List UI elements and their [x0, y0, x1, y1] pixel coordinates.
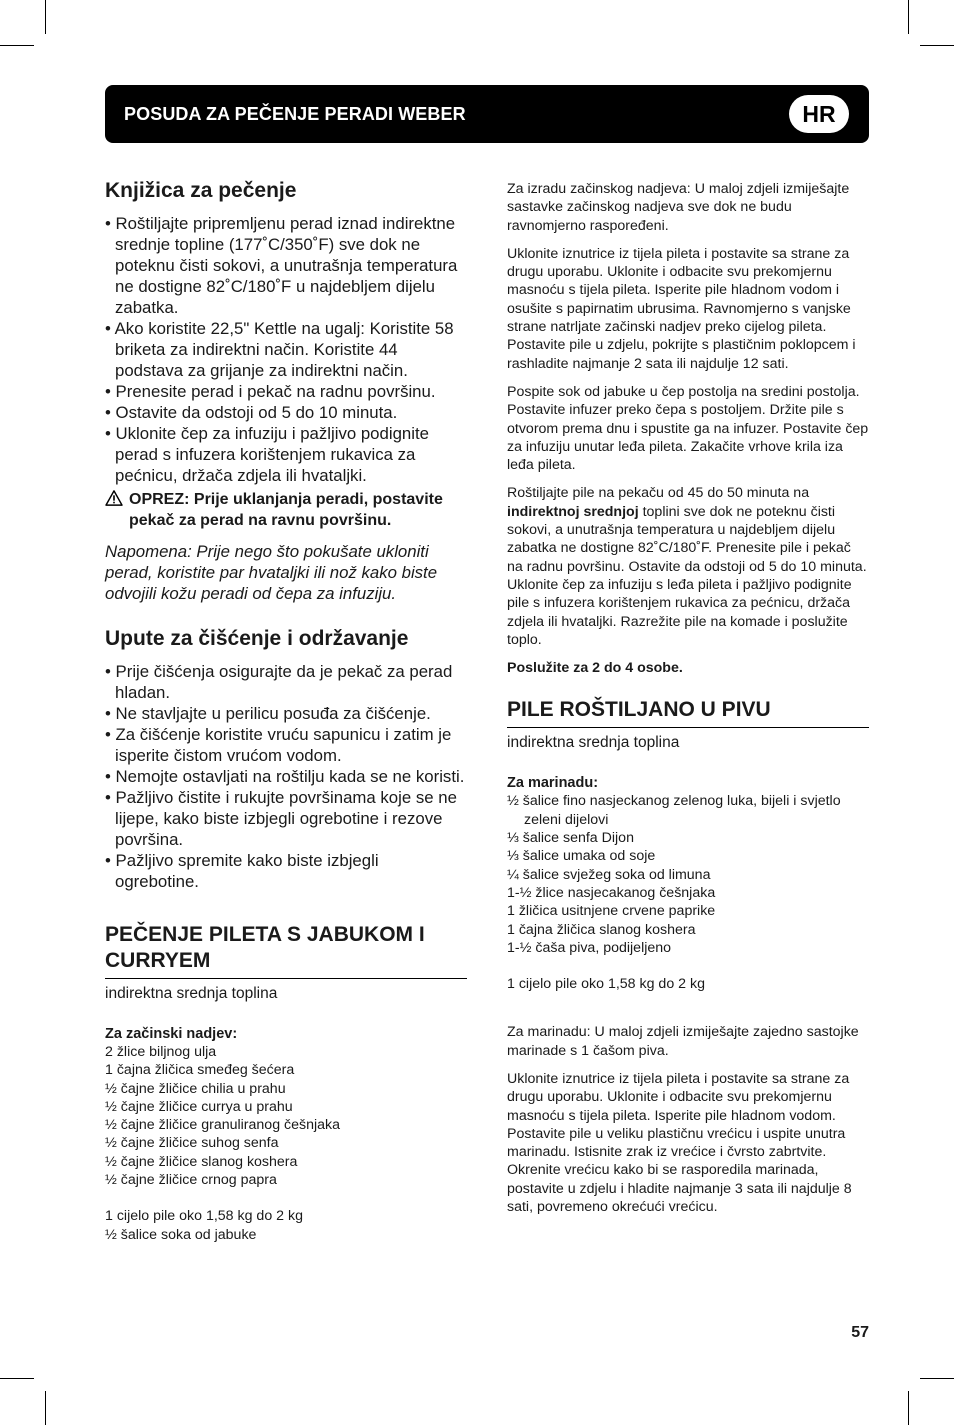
bullet-item: • Pažljivo čistite i rukujte površinama koje se ne lijepe, kako biste izbjegli ogrebotine i rezove površina.: [105, 788, 457, 849]
bullet-item: • Pažljivo spremite kako biste izbjegli ogrebotine.: [105, 851, 379, 891]
ingredient-item: ½ čajne žličice granuliranog češnjaka: [105, 1117, 341, 1134]
bullet-item: • Nemojte ostavljati na roštilju kada se ne koristi.: [105, 767, 465, 786]
recipe2-ingredients: [507, 792, 869, 1011]
step-bold-text: indirektnoj srednjoj: [507, 503, 639, 520]
recipe-step: [507, 484, 869, 649]
ingredient-item: ⅓ šalice senfa Dijon: [507, 830, 634, 847]
ingredient-item: 1 cijelo pile oko 1,58 kg do 2 kg: [105, 1208, 303, 1225]
step-text: toplini sve dok ne poteknu čisti sokovi, a unutrašnja temperatura u najdebljem dijelu zabatka ne dostigne 82˚C/180˚F. Prenesite pile i pekač na radnu površinu. Ostavite da odstoji od 5 do 10 minuta. Uklonite čep za infuziju s leđa pileta i pažljivo podignite pile s infuzera korištenjem rukavica za pećnicu, držača zdjela ili hvataljki. Razrežite pile na komade i poslužite toplo.: [507, 503, 867, 648]
cleaning-heading: Upute za čišćenje i održavanje: [105, 627, 409, 650]
bullet-item: • Za čišćenje koristite vruću sapunicu i zatim je isperite čistom vrućom vodom.: [105, 725, 452, 765]
crop-mark: [920, 45, 954, 46]
ingredient-item: ⅓ šalice umaka od soje: [507, 848, 656, 865]
recipe2-steps: [507, 1023, 869, 1216]
left-column: [105, 178, 467, 1244]
bullet-item: • Ako koristite 22,5" Kettle na ugalj: Koristite 58 briketa za indirektni način. Koristite 44 podstava za grijanje za indirektni način.: [105, 319, 454, 380]
bullet-item: • Uklonite čep za infuziju i pažljivo podignite perad s infuzera korištenjem rukavica za pećnicu, držača zdjela ili hvataljki.: [105, 424, 429, 485]
ingredient-item: 1 cijelo pile oko 1,58 kg do 2 kg: [507, 976, 705, 993]
crop-mark: [908, 0, 909, 34]
recipe-step: Pospite sok od jabuke u čep postolja na sredini postolja. Postavite infuzer preko čepa s postoljem. Držite pile s otvorom prema dnu i spustite ga na infuzer. Postavite čep za infuziju unutar leđa pileta. Zakačite vrhove krila iza leđa pileta.: [507, 383, 869, 474]
ingredient-item: ½ čajne žličice suhog senfa: [105, 1135, 279, 1152]
section-header-bar: [105, 85, 869, 143]
recipe1-ingredients-heading: Za začinski nadjev:: [105, 1026, 238, 1042]
recipe-step: Za izradu začinskog nadjeva: U maloj zdjeli izmiješajte sastavke začinskog nadjeva sve dok ne budu ravnomjerno raspoređeni.: [507, 181, 850, 234]
header-title: POSUDA ZA PEČENJE PERADI WEBER: [124, 104, 466, 124]
right-column: [507, 180, 869, 1226]
recipe-step: Za marinadu: U maloj zdjeli izmiješajte zajedno sastojke marinade s 1 čašom piva.: [507, 1024, 859, 1059]
ingredient-item: 2 žlice biljnog ulja: [105, 1044, 217, 1060]
recipe1-ingredients: [105, 1043, 467, 1244]
crop-mark: [920, 1378, 954, 1379]
crop-mark: [908, 1391, 909, 1425]
crop-mark: [0, 1378, 34, 1379]
ingredient-item: ½ čajne žličice chilia u prahu: [105, 1080, 286, 1097]
crop-mark: [0, 45, 34, 46]
booklet-bullets: [105, 213, 467, 486]
recipe2-heading: PILE ROŠTILJANO U PIVU: [507, 697, 869, 728]
bullet-item: • Roštiljajte pripremljenu perad iznad indirektne srednje topline (177˚C/350˚F) sve dok ne poteknu čisti sokovi, a unutrašnja temperatura ne dostigne 82˚C/180˚F u najdebljem dijelu zabatka.: [105, 214, 458, 317]
bullet-item: • Ostavite da odstoji od 5 do 10 minuta.: [105, 403, 398, 422]
page-number: 57: [851, 1324, 869, 1341]
step-text: Roštiljajte pile na pekaču od 45 do 50 minuta na: [507, 485, 810, 502]
bullet-item: • Prenesite perad i pekač na radnu površinu.: [105, 382, 436, 401]
serves-text: Poslužite za 2 do 4 osobe.: [507, 660, 683, 677]
ingredient-item: ½ čajne žličice currya u prahu: [105, 1098, 293, 1115]
ingredient-item: 1-½ žlice nasjecakanog češnjaka: [507, 884, 716, 901]
recipe1-subtitle: indirektna srednja toplina: [105, 985, 278, 1002]
recipe-step: Uklonite iznutrice iz tijela pileta i postavite sa strane za drugu uporabu. Uklonite i odbacite svu prekomjernu masnoću s tijela pileta. Isperite pile hladnom vodom i osušite s papirnatim ubrusima. Ravnomjerno s vanjske strane natrljate začinski nadjev preko cijelog pileta. Postavite pile u zdjelu, pokrijte s plastičnim poklopcem i rashladite najmanje 2 sata ili najdulje 12 sati.: [507, 245, 856, 372]
ingredient-item: ¼ šalice svježeg soka od limuna: [507, 866, 711, 883]
recipe1-heading: PEČENJE PILETA S JABUKOM I CURRYEM: [105, 922, 467, 979]
ingredient-item: ½ čajne žličice crnog papra: [105, 1172, 277, 1189]
bullet-item: • Ne stavljajte u perilicu posuđa za čišćenje.: [105, 704, 431, 723]
caution-text: OPREZ: Prije uklanjanja peradi, postavite pekač za perad na ravnu površinu.: [129, 491, 443, 529]
ingredient-item: ½ šalice soka od jabuke: [105, 1226, 257, 1243]
recipe1-steps: [507, 180, 869, 677]
note-text: Napomena: Prije nego što pokušate ukloniti perad, koristite par hvataljki ili nož kako biste odvojili kožu peradi od čepa za infuziju.: [105, 542, 438, 603]
crop-mark: [45, 1391, 46, 1425]
language-badge: HR: [789, 95, 849, 133]
caution-notice: [105, 489, 467, 531]
ingredient-item: 1-½ čaša piva, podijeljeno: [507, 939, 672, 956]
crop-mark: [45, 0, 46, 34]
bullet-item: • Prije čišćenja osigurajte da je pekač za perad hladan.: [105, 662, 453, 702]
recipe2-ingredients-heading: Za marinadu:: [507, 775, 599, 792]
ingredient-item: ½ čajne žličice slanog koshera: [105, 1153, 298, 1170]
recipe-step: Uklonite iznutrice iz tijela pileta i postavite sa strane za drugu uporabu. Uklonite i odbacite svu prekomjernu masnoću s tijela pileta. Isperite pile hladnom vodom. Postavite pile u veliku plastičnu vrećicu i uspite unutra marinadu. Istisnite zrak iz vrećice i čvrsto zabrtvite. Okrenite vrećicu kako bi se rasporedila marinada, postavite u zdjelu i hladite najmanje 3 sata ili najdulje 8 sati, povremeno okrećući vrećicu.: [507, 1070, 852, 1216]
ingredient-item: 1 čajna žličica smeđeg šećera: [105, 1062, 295, 1079]
ingredient-item: ½ šalice fino nasjeckanog zelenog luka, bijeli i svjetlo zeleni dijelovi: [507, 793, 841, 828]
cleaning-bullets: [105, 661, 467, 892]
ingredient-item: 1 čajna žličica slanog koshera: [507, 921, 696, 938]
recipe2-subtitle: indirektna srednja toplina: [507, 734, 680, 752]
warning-triangle-icon: [105, 490, 123, 506]
ingredient-item: 1 žličica usitnjene crvene paprike: [507, 903, 716, 920]
booklet-heading: Knjižica za pečenje: [105, 179, 297, 202]
